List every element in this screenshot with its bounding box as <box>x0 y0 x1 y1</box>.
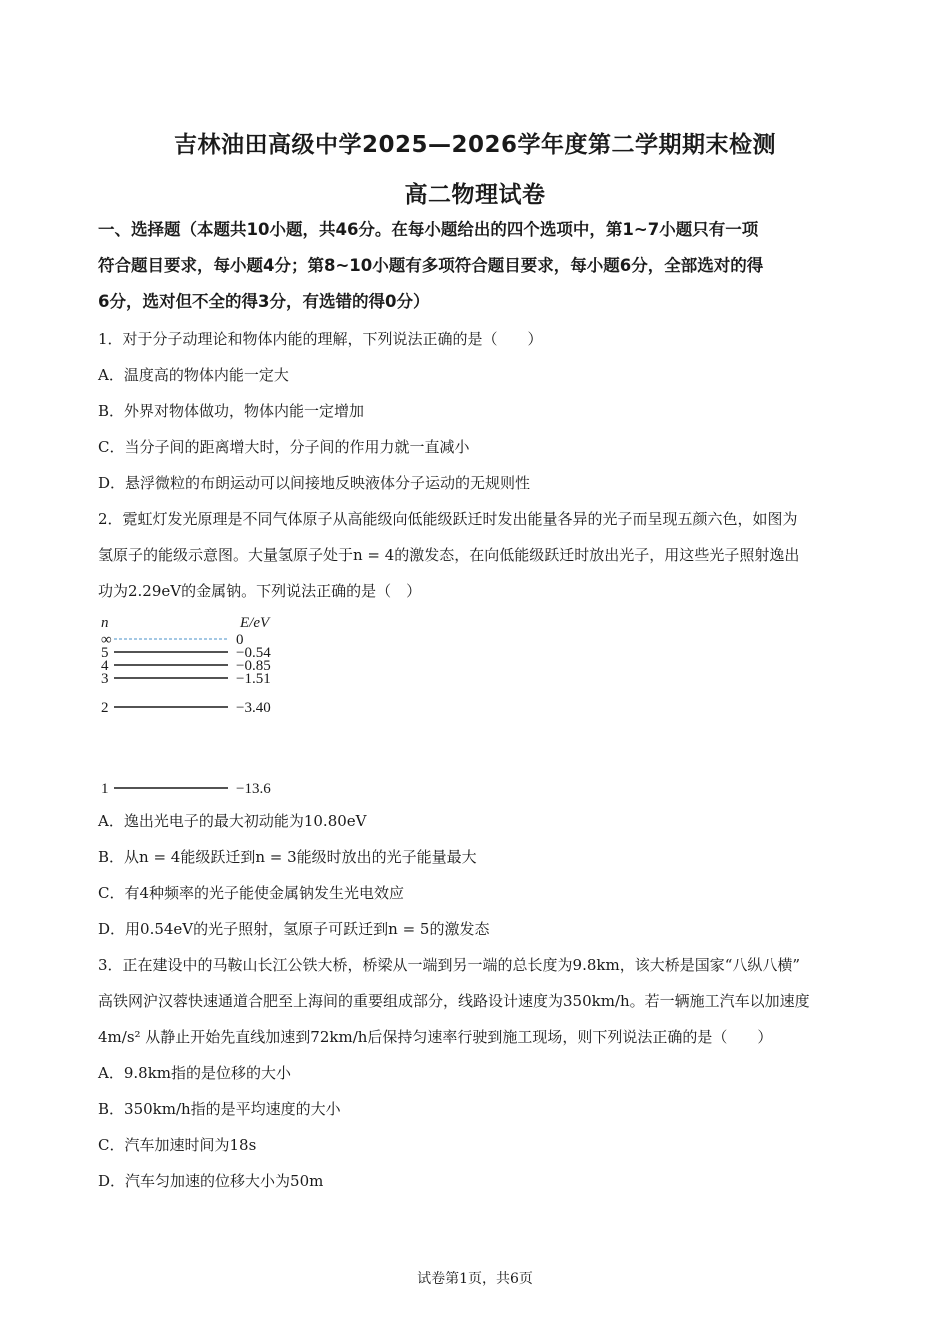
section-heading-line-1: 一、选择题（本题共10小题，共46分。在每小题给出的四个选项中，第1~7小题只有一项 <box>98 220 759 239</box>
section-heading-line-2: 符合题目要求，每小题4分；第8~10小题有多项符合题目要求，每小题6分，全部选对的得 <box>98 256 764 275</box>
q1-stem: 1．对于分子动理论和物体内能的理解，下列说法正确的是（ ） <box>98 330 543 348</box>
q2-stem-line-2: 氢原子的能级示意图。大量氢原子处于n = 4的激发态，在向低能级跃迁时放出光子，用这些光子照射逸出 <box>98 546 800 564</box>
page-footer: 试卷第1页，共6页 <box>417 1271 533 1287</box>
axis-energy-label: E/eV <box>240 615 270 631</box>
q1-option-c: C．当分子间的距离增大时，分子间的作用力就一直减小 <box>98 438 470 456</box>
q2-stem-line-1: 2．霓虹灯发光原理是不同气体原子从高能级向低能级跃迁时发出能量各异的光子而呈现五颜六色，如图为 <box>98 510 798 528</box>
q3-option-a: A．9.8km指的是位移的大小 <box>98 1064 292 1082</box>
level-n-label: 5 <box>101 645 109 661</box>
q3-stem-line-2: 高铁网沪汉蓉快速通道合肥至上海间的重要组成部分，线路设计速度为350km/h。若一辆施工汽车以加速度 <box>98 992 810 1010</box>
level-energy-label: −3.40 <box>236 700 271 716</box>
level-n-label: 3 <box>101 671 109 687</box>
q3-option-c: C．汽车加速时间为18s <box>98 1136 257 1154</box>
level-energy-label: 0 <box>236 632 244 648</box>
q1-option-d: D．悬浮微粒的布朗运动可以间接地反映液体分子运动的无规则性 <box>98 474 531 492</box>
level-n-label: ∞ <box>101 632 112 648</box>
level-energy-label: −1.51 <box>236 671 271 687</box>
q3-option-b: B．350km/h指的是平均速度的大小 <box>98 1100 341 1118</box>
level-n-label: 1 <box>101 781 109 797</box>
exam-subtitle: 高二物理试卷 <box>404 182 546 208</box>
q3-stem-line-1: 3．正在建设中的马鞍山长江公铁大桥，桥梁从一端到另一端的总长度为9.8km，该大桥是国家“八纵八横” <box>98 956 801 974</box>
level-energy-label: −13.6 <box>236 781 271 797</box>
section-heading-line-3: 6分，选对但不全的得3分，有选错的得0分） <box>98 292 430 311</box>
exam-title: 吉林油田高级中学2025—2026学年度第二学期期末检测 <box>173 132 777 158</box>
level-n-label: 2 <box>101 700 109 716</box>
energy-levels <box>101 632 271 797</box>
energy-level-diagram <box>96 612 296 802</box>
q1-option-b: B．外界对物体做功，物体内能一定增加 <box>98 402 365 420</box>
q2-option-c: C．有4种频率的光子能使金属钠发生光电效应 <box>98 884 405 902</box>
level-n-label: 4 <box>101 658 109 674</box>
level-energy-label: −0.85 <box>236 658 271 674</box>
q2-stem-line-3: 功为2.29eV的金属钠。下列说法正确的是（ ） <box>98 582 422 600</box>
q2-option-d: D．用0.54eV的光子照射，氢原子可跃迁到n = 5的激发态 <box>98 920 490 938</box>
q2-option-a: A．逸出光电子的最大初动能为10.80eV <box>98 812 367 830</box>
q3-stem-line-3: 4m/s² 从静止开始先直线加速到72km/h后保持匀速率行驶到施工现场，则下列说法正确的是（ ） <box>98 1028 773 1046</box>
q2-option-b: B．从n = 4能级跃迁到n = 3能级时放出的光子能量最大 <box>98 848 477 866</box>
level-energy-label: −0.54 <box>236 645 271 661</box>
q3-option-d: D．汽车匀加速的位移大小为50m <box>98 1172 324 1190</box>
q1-option-a: A．温度高的物体内能一定大 <box>98 366 289 384</box>
axis-n-label: n <box>101 615 109 631</box>
